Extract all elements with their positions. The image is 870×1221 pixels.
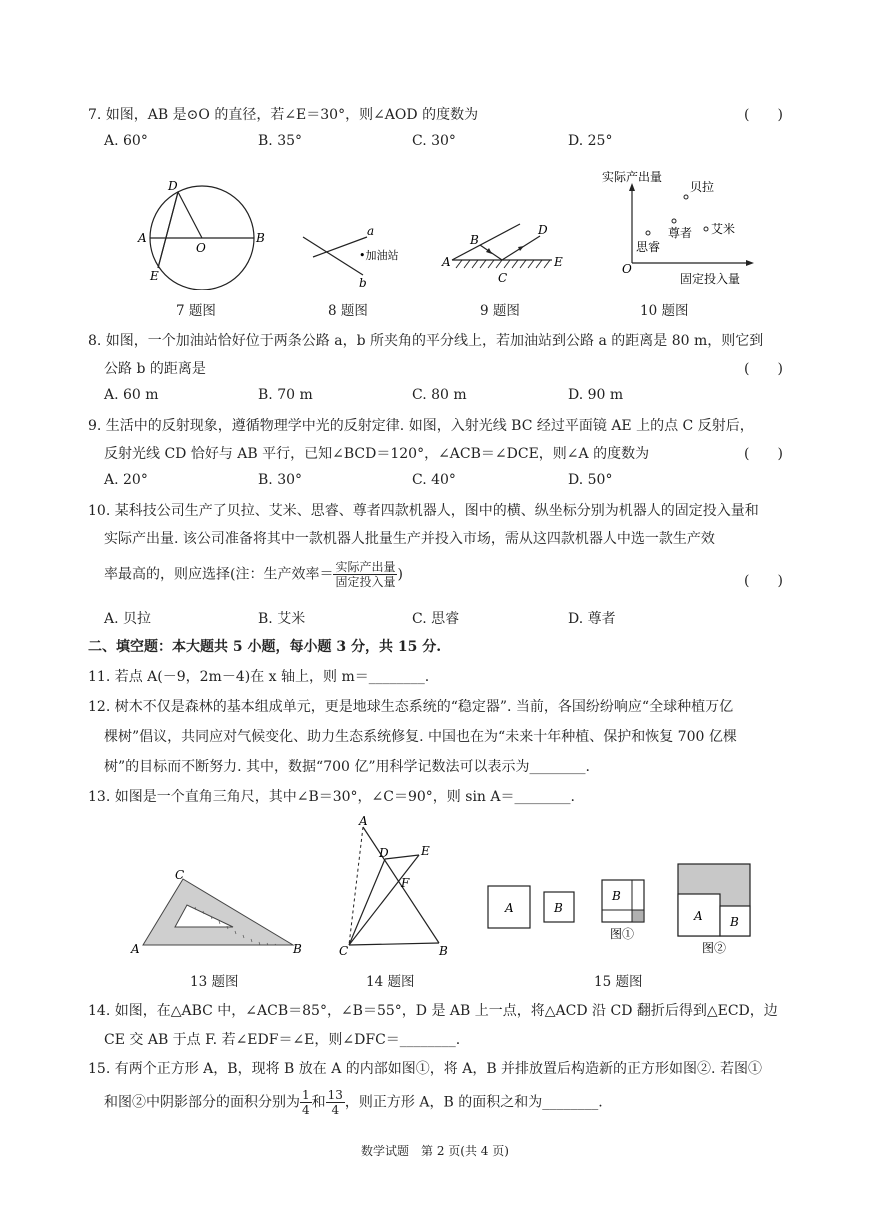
q8-option-c: C. 80 m xyxy=(412,387,467,403)
q15-fraction-2 xyxy=(326,1088,345,1117)
fig10-label-beila: 贝拉 xyxy=(690,180,715,194)
q12-line3: 树”的目标而不断努力. 其中，数据“700 亿”用科学记数法可以表示为________. xyxy=(104,759,590,775)
fig7-label-b: B xyxy=(256,231,265,245)
q9-option-c: C. 40° xyxy=(412,472,456,488)
q10-stem-line1: 10. 某科技公司生产了贝拉、艾米、思睿、尊者四款机器人，图中的横、纵坐标分别为机器人的固定投入量和 xyxy=(88,503,759,519)
fig13-label-a: A xyxy=(131,942,140,956)
figure-15 xyxy=(480,858,760,958)
caption-figure-8: 8 题图 xyxy=(328,303,368,319)
fig15-fig1-label-b: B xyxy=(612,889,621,903)
fig14-label-e: E xyxy=(421,844,430,858)
fig9-label-a: A xyxy=(442,255,451,269)
fig9-label-b: B xyxy=(470,233,479,247)
q8-option-b: B. 70 m xyxy=(258,387,313,403)
figure-14 xyxy=(335,815,460,960)
fig15-square-b: B xyxy=(554,901,563,915)
q10-line3-suffix: ) xyxy=(397,566,403,583)
q15-line2-suffix: ，则正方形 A，B 的面积之和为________. xyxy=(344,1094,603,1111)
q7-option-c: C. 30° xyxy=(412,133,456,149)
q7-answer-paren: ( ) xyxy=(744,107,783,123)
q10-answer-paren: ( ) xyxy=(744,573,783,589)
fig15-fig2-caption: 图② xyxy=(702,941,727,955)
fig8-label-station: •加油站 xyxy=(359,249,399,262)
fig10-label-zunzhe: 尊者 xyxy=(668,226,693,240)
q14-line1: 14. 如图，在△ABC 中，∠ACB＝85°，∠B＝55°，D 是 AB 上一点，将△ACD 沿 CD 翻折后得到△ECD，边 xyxy=(88,1003,778,1019)
fig15-fig2-label-a: A xyxy=(694,909,703,923)
fig9-label-c: C xyxy=(498,271,508,285)
fig9-label-d: D xyxy=(538,223,548,237)
fig10-x-axis-label: 固定投入量 xyxy=(680,272,741,286)
fig13-label-b: B xyxy=(293,942,302,956)
fig14-label-a: A xyxy=(359,815,368,828)
fig14-label-d: D xyxy=(379,846,389,860)
q7-option-b: B. 35° xyxy=(258,133,303,149)
fig14-label-f: F xyxy=(401,876,410,890)
fig15-square-a: A xyxy=(505,901,514,915)
caption-figure-13: 13 题图 xyxy=(190,974,239,990)
figure-13 xyxy=(125,865,310,960)
q15-line2 xyxy=(104,1088,603,1117)
q8-stem-line2: 公路 b 的距离是 xyxy=(104,361,206,377)
q7-stem: 7. 如图，AB 是⊙O 的直径，若∠E＝30°，则∠AOD 的度数为 xyxy=(88,107,479,123)
q9-answer-paren: ( ) xyxy=(744,446,783,462)
q9-stem-line1: 9. 生活中的反射现象，遵循物理学中光的反射定律. 如图，入射光线 BC 经过平面镜 AE 上的点 C 反射后， xyxy=(88,418,754,434)
fig13-label-c: C xyxy=(175,868,185,882)
q15-frac1-numerator: 1 xyxy=(302,1088,310,1102)
fig10-label-sirui: 思睿 xyxy=(636,240,661,254)
q15-line2-prefix: 和图②中阴影部分的面积分别为 xyxy=(104,1094,300,1111)
q10-frac-denominator: 固定投入量 xyxy=(335,575,396,589)
q15-fraction-1 xyxy=(300,1088,312,1117)
q10-option-a: A. 贝拉 xyxy=(104,611,152,627)
fig7-label-e: E xyxy=(150,269,159,283)
fig7-label-d: D xyxy=(168,179,178,193)
q10-stem-line2: 实际产出量. 该公司准备将其中一款机器人批量生产并投入市场，需从这四款机器人中选一款生产效 xyxy=(104,531,715,547)
q9-option-a: A. 20° xyxy=(104,472,148,488)
caption-figure-15: 15 题图 xyxy=(594,974,643,990)
fig8-label-a: a xyxy=(367,224,375,238)
fig14-label-b: B xyxy=(439,944,448,958)
q8-answer-paren: ( ) xyxy=(744,361,783,377)
fig7-label-a: A xyxy=(138,231,147,245)
q9-stem-line2: 反射光线 CD 恰好与 AB 平行，已知∠BCD＝120°，∠ACB＝∠DCE，则∠A 的度数为 xyxy=(104,446,650,462)
section-2-title: 二、填空题：本大题共 5 小题，每小题 3 分，共 15 分. xyxy=(88,639,442,655)
q10-efficiency-fraction xyxy=(333,560,397,589)
q9-option-b: B. 30° xyxy=(258,472,303,488)
figure-7 xyxy=(130,170,280,290)
q15-frac2-numerator: 13 xyxy=(327,1088,343,1102)
q15-frac1-denominator: 4 xyxy=(302,1103,310,1117)
fig10-label-aimi: 艾米 xyxy=(711,222,736,236)
caption-figure-7: 7 题图 xyxy=(176,303,216,319)
caption-figure-9: 9 题图 xyxy=(480,303,520,319)
q15-frac2-denominator: 4 xyxy=(331,1103,340,1117)
q10-stem-line3 xyxy=(104,560,403,589)
q7-option-a: A. 60° xyxy=(104,133,148,149)
q8-option-d: D. 90 m xyxy=(568,387,624,403)
q10-option-b: B. 艾米 xyxy=(258,611,306,627)
fig14-label-c: C xyxy=(339,944,349,958)
fig7-label-o: O xyxy=(196,241,206,255)
q7-option-d: D. 25° xyxy=(568,133,613,149)
q15-and: 和 xyxy=(311,1094,326,1111)
figure-10 xyxy=(598,165,778,287)
q10-option-d: D. 尊者 xyxy=(568,611,616,627)
q13-stem: 13. 如图是一个直角三角尺，其中∠B＝30°，∠C＝90°，则 sin A＝________. xyxy=(88,789,575,805)
q8-stem-line1: 8. 如图，一个加油站恰好位于两条公路 a，b 所夹角的平分线上，若加油站到公路 a 的距离是 80 m，则它到 xyxy=(88,333,764,349)
figure-9 xyxy=(440,218,570,290)
fig10-y-axis-label: 实际产出量 xyxy=(602,170,663,184)
fig10-origin-label: O xyxy=(622,262,632,276)
q8-option-a: A. 60 m xyxy=(104,387,159,403)
q15-line1: 15. 有两个正方形 A，B，现将 B 放在 A 的内部如图①，将 A，B 并排放置后构造新的正方形如图②. 若图① xyxy=(88,1061,762,1077)
q14-line2: CE 交 AB 于点 F. 若∠EDF＝∠E，则∠DFC＝________. xyxy=(104,1032,461,1048)
q10-line3-prefix: 率最高的，则应选择(注：生产效率＝ xyxy=(104,566,334,583)
fig8-label-b: b xyxy=(359,276,367,290)
q10-option-c: C. 思睿 xyxy=(412,611,460,627)
figure-8 xyxy=(295,215,415,290)
q11-stem: 11. 若点 A(－9，2m－4)在 x 轴上，则 m＝________. xyxy=(88,669,430,685)
fig15-fig1-caption: 图① xyxy=(610,927,635,941)
q9-option-d: D. 50° xyxy=(568,472,613,488)
page-footer: 数学试题 第 2 页(共 4 页) xyxy=(361,1144,509,1158)
fig9-label-e: E xyxy=(554,255,563,269)
q12-line1: 12. 树木不仅是森林的基本组成单元，更是地球生态系统的“稳定器”. 当前，各国纷纷响应“全球种植万亿 xyxy=(88,699,734,715)
caption-figure-14: 14 题图 xyxy=(366,974,415,990)
caption-figure-10: 10 题图 xyxy=(640,303,689,319)
q10-frac-numerator: 实际产出量 xyxy=(335,560,396,574)
q12-line2: 棵树”倡议，共同应对气候变化、助力生态系统修复. 中国也在为“未来十年种植、保护和恢复 700 亿棵 xyxy=(104,729,737,745)
fig15-fig2-label-b: B xyxy=(730,915,739,929)
